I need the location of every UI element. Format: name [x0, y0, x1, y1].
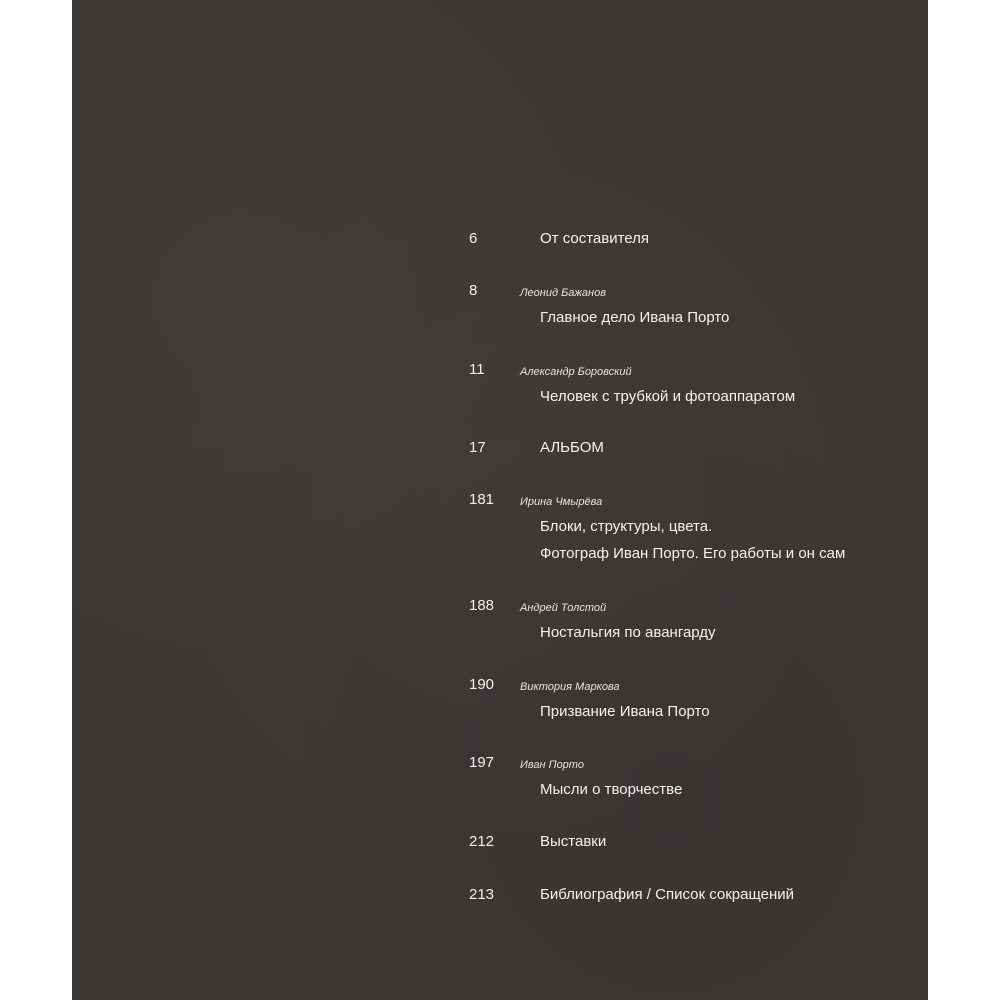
- toc-author: Иван Порто: [520, 759, 584, 771]
- toc-title: От составителя: [540, 230, 650, 247]
- toc-author: Андрей Толстой: [520, 602, 607, 614]
- toc-title: Блоки, структуры, цвета.: [540, 518, 713, 535]
- toc-author: Леонид Бажанов: [520, 287, 606, 299]
- toc-title: Человек с трубкой и фотоаппаратом: [540, 388, 796, 405]
- toc-page-number: 197: [469, 754, 495, 771]
- toc-page-number: 181: [469, 491, 495, 508]
- toc-title: Главное дело Ивана Порто: [540, 309, 730, 326]
- toc-page-number: 6: [469, 230, 478, 247]
- toc-author: Александр Боровский: [520, 366, 632, 378]
- toc-page-number: 212: [469, 833, 495, 850]
- toc-title: Библиография / Список сокращений: [540, 886, 795, 903]
- toc-title-line-2: Фотограф Иван Порто. Его работы и он сам: [540, 545, 846, 562]
- toc-title: Ностальгия по авангарду: [540, 624, 716, 641]
- toc-page-number: 17: [469, 439, 486, 456]
- toc-page-number: 11: [469, 361, 485, 378]
- toc-author: Виктория Маркова: [520, 681, 620, 693]
- toc-title: Мысли о творчестве: [540, 781, 683, 798]
- toc-title: АЛЬБОМ: [540, 439, 604, 456]
- toc-title: Выставки: [540, 833, 607, 850]
- toc-author: Ирина Чмырёва: [520, 496, 603, 508]
- toc-page-number: 213: [469, 886, 495, 903]
- toc-page-number: 188: [469, 597, 495, 614]
- toc-page-number: 190: [469, 676, 495, 693]
- toc-title: Призвание Ивана Порто: [540, 703, 710, 720]
- toc-page-number: 8: [469, 282, 478, 299]
